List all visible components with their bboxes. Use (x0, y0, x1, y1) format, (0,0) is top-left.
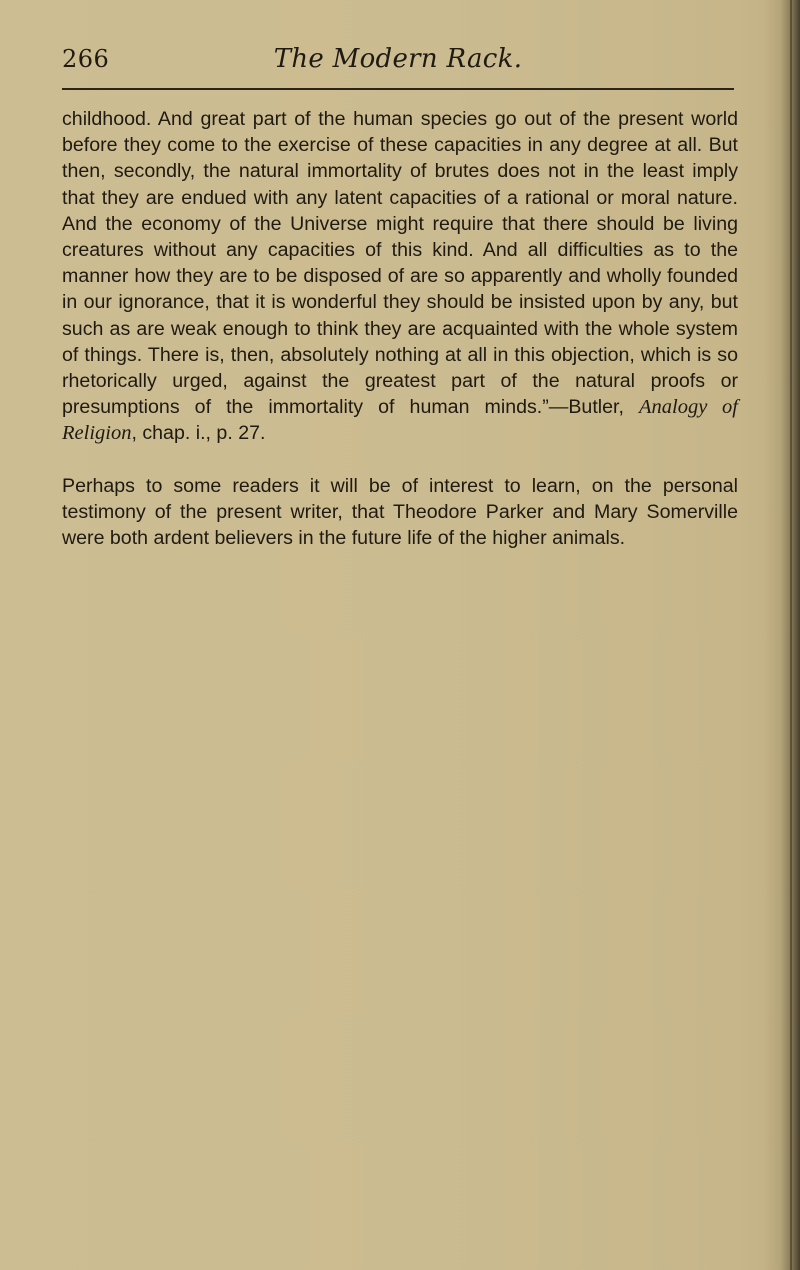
header-rule (62, 88, 734, 90)
citation-title: Analogy of Religion (62, 396, 739, 445)
page-header (62, 38, 734, 84)
paragraph-1 (62, 106, 738, 447)
running-title: The Modern Rack. (273, 44, 523, 74)
page-number: 266 (62, 45, 110, 73)
body-text (62, 106, 738, 551)
paragraph-2: Perhaps to some readers it will be of interest to learn, on the personal testimony of the present writer, that Theodore Parker and Mary Somerville were both ardent believers in the future life of the higher animals. (62, 474, 738, 550)
page-edge-shadow (790, 0, 792, 1270)
paragraph-1-text: childhood. And great part of the human species go out of the present world before they come to the exercise of these capacities in any degree at all. But then, secondly, the natural immortality of brutes does not in the least imply that they are endued with any latent capacities of a rational or moral nature. And the economy of the Universe might require that there should be living creatures without any capacities of this kind. And all difficulties as to the manner how they are to be disposed of are so apparently and wholly founded in our ignorance, that it is wonderful they should be insisted upon by any, but such as are weak enough to think they are acquainted with the whole system of things. There is, then, absolutely nothing at all in this objection, which is so rhetorically urged, against the greatest part of the natural proofs or presumptions of the immortality of human minds.”—Butler, (62, 108, 738, 419)
citation-details: , chap. i., p. 27. (131, 422, 266, 445)
